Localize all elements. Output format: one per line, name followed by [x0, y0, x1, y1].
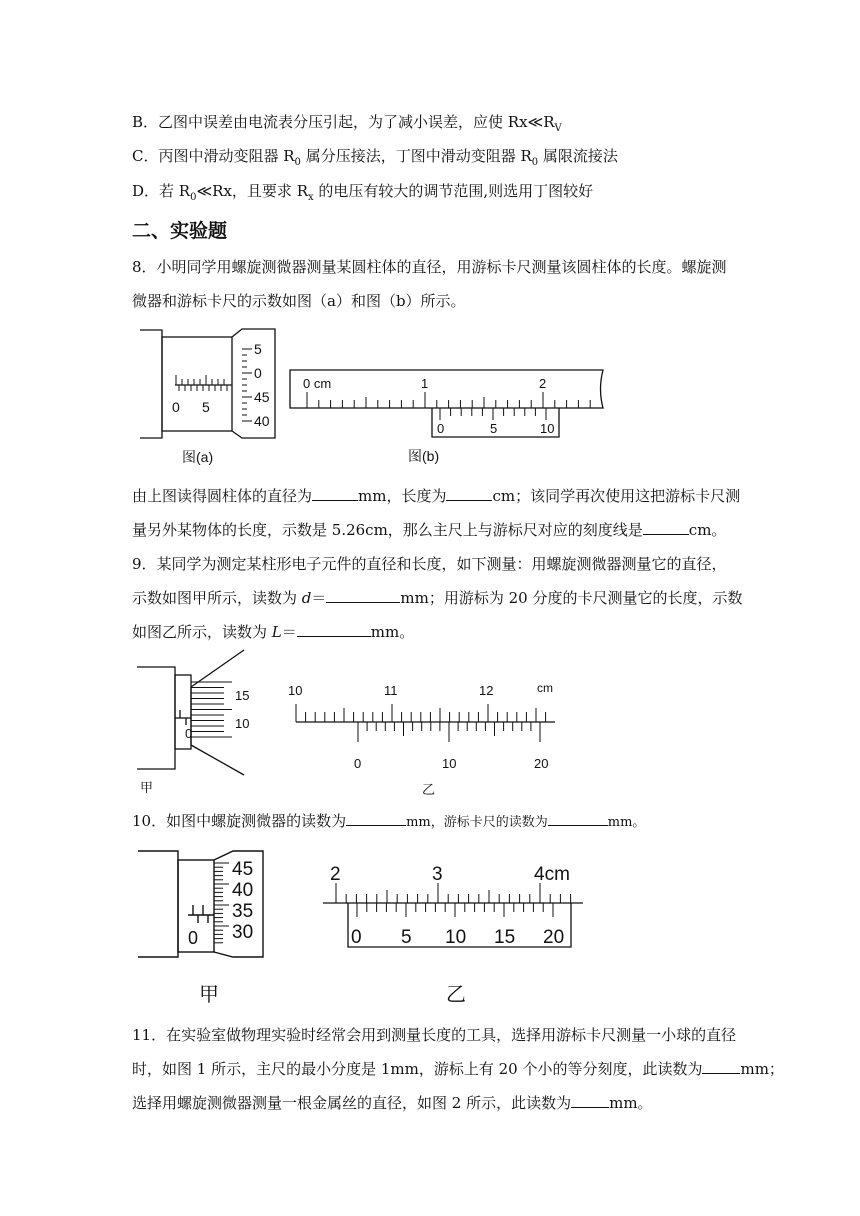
q10-yi-vernier-label: 0: [351, 927, 362, 948]
q10-jia-thimble-label: 35: [232, 901, 254, 922]
q10-yi-main-label: 4cm: [534, 864, 570, 885]
q9-yi-vernier-label: 0: [354, 756, 362, 771]
fig-a-sleeve-label: 0: [172, 399, 180, 415]
q10-yi-vernier-label: 10: [445, 927, 467, 948]
q9-line1: 9．某同学为测定某柱形电子元件的直径和长度，如下测量：用螺旋测微器测量它的直径，: [132, 555, 727, 573]
q9-yi-main-label: 11: [384, 683, 398, 698]
fig-a-sleeve-label: 5: [202, 399, 210, 415]
q10-yi-vernier-label: 15: [494, 927, 516, 948]
answer-blank[interactable]: [571, 1092, 609, 1108]
answer-blank[interactable]: [326, 587, 400, 603]
q9-yi-caption: 乙: [422, 782, 436, 797]
q11-line1: 11．在实验室做物理实验时经常会用到测量长度的工具，选择用游标卡尺测量一小球的直径: [132, 1026, 737, 1044]
q8-line2: 微器和游标卡尺的示数如图（a）和图（b）所示。: [132, 292, 466, 310]
q9-yi-vernier-label: 20: [534, 756, 549, 771]
fig-b-main-label: 2: [539, 376, 547, 391]
figure-q10-jia-micrometer: [133, 845, 273, 1010]
fig-b-vernier-label: 5: [490, 421, 498, 436]
q10-yi-main-label: 3: [432, 864, 443, 885]
option-c: C．丙图中滑动变阻器 $R_0$ 属分压接法，丁图中滑动变阻器 $R_0$ 属限流接法: [132, 147, 618, 168]
q9-line2: 示数如图甲所示，读数为 d＝ mm；用游标为 20 分度的卡尺测量它的长度，示数: [132, 589, 743, 607]
q10-yi-caption: 乙: [446, 984, 466, 1006]
fig-b-vernier-label: 10: [540, 421, 555, 436]
q11-line2: 时，如图 1 所示，主尺的最小分度是 1mm，游标上有 20 个小的等分刻度，此读数为 mm；: [132, 1060, 784, 1078]
answer-blank[interactable]: [346, 810, 406, 826]
answer-blank[interactable]: [297, 621, 371, 637]
q10-yi-vernier-label: 20: [543, 927, 565, 948]
q10-jia-caption: 甲: [199, 984, 219, 1006]
q10-jia-thimble-label: 40: [232, 880, 254, 901]
answer-blank[interactable]: [702, 1058, 740, 1074]
q10-jia-sleeve-label: 0: [188, 928, 199, 948]
q8-answer-line2: 量另外某物体的长度，示数是 5.26cm，那么主尺上与游标尺对应的刻度线是 cm。: [132, 521, 727, 539]
q10-jia-thimble-label: 45: [232, 859, 254, 880]
fig-b-caption: 图(b): [408, 448, 440, 464]
q8-line1: 8．小明同学用螺旋测微器测量某圆柱体的直径，用游标卡尺测量该圆柱体的长度。螺旋测: [132, 258, 727, 276]
q9-line3: 如图乙所示，读数为 L＝ mm。: [132, 623, 415, 641]
q9-yi-main-label: 10: [288, 683, 303, 698]
fig-a-thimble-label: 40: [254, 413, 270, 429]
fig-a-thimble-label: 5: [254, 341, 262, 357]
answer-blank[interactable]: [643, 519, 689, 535]
figure-q9-jia-micrometer: [132, 647, 262, 802]
fig-a-thimble-label: 0: [254, 365, 262, 381]
q9-yi-unit: cm: [537, 681, 553, 695]
q11-line3: 选择用螺旋测微器测量一根金属丝的直径，如图 2 所示，此读数为 mm。: [132, 1094, 653, 1112]
answer-blank[interactable]: [548, 810, 608, 826]
q9-yi-main-label: 12: [479, 683, 494, 698]
answer-blank[interactable]: [446, 485, 492, 501]
q10-jia-thimble-label: 30: [232, 922, 254, 943]
fig-b-main-label: 1: [421, 376, 429, 391]
figure-q10-yi-vernier: [318, 855, 588, 1010]
q9-jia-thimble-label: 15: [235, 688, 250, 703]
figure-a-micrometer: [135, 325, 285, 470]
figure-q9-yi-vernier: [282, 680, 572, 800]
q9-yi-vernier-label: 10: [442, 756, 457, 771]
q10-yi-main-label: 2: [330, 864, 341, 885]
fig-a-thimble-label: 45: [254, 389, 270, 405]
q9-jia-caption: 甲: [140, 780, 154, 795]
q10-yi-vernier-label: 5: [401, 927, 412, 948]
answer-blank[interactable]: [312, 485, 358, 501]
option-b: B．乙图中误差由电流表分压引起，为了减小误差，应使 $Rx≪R_V$: [132, 113, 562, 134]
q9-jia-thimble-label: 10: [235, 716, 250, 731]
q8-answer-line1: 由上图读得圆柱体的直径为 mm，长度为 cm；该同学再次使用这把游标卡尺测: [132, 487, 741, 505]
section-title: 二、实验题: [132, 220, 228, 242]
q10-line: 10．如图中螺旋测微器的读数为 mm，游标卡尺的读数为 mm。: [132, 812, 646, 830]
q9-jia-sleeve-label: 0: [185, 726, 193, 741]
fig-b-vernier-label: 0: [437, 421, 445, 436]
fig-b-main-label: 0 cm: [303, 376, 332, 391]
figure-b-vernier: [285, 362, 610, 472]
option-d: D．若 $R_0≪Rx$，且要求 $R_x$ 的电压有较大的调节范围,则选用丁图较好: [132, 182, 594, 203]
fig-a-caption: 图(a): [182, 449, 214, 465]
